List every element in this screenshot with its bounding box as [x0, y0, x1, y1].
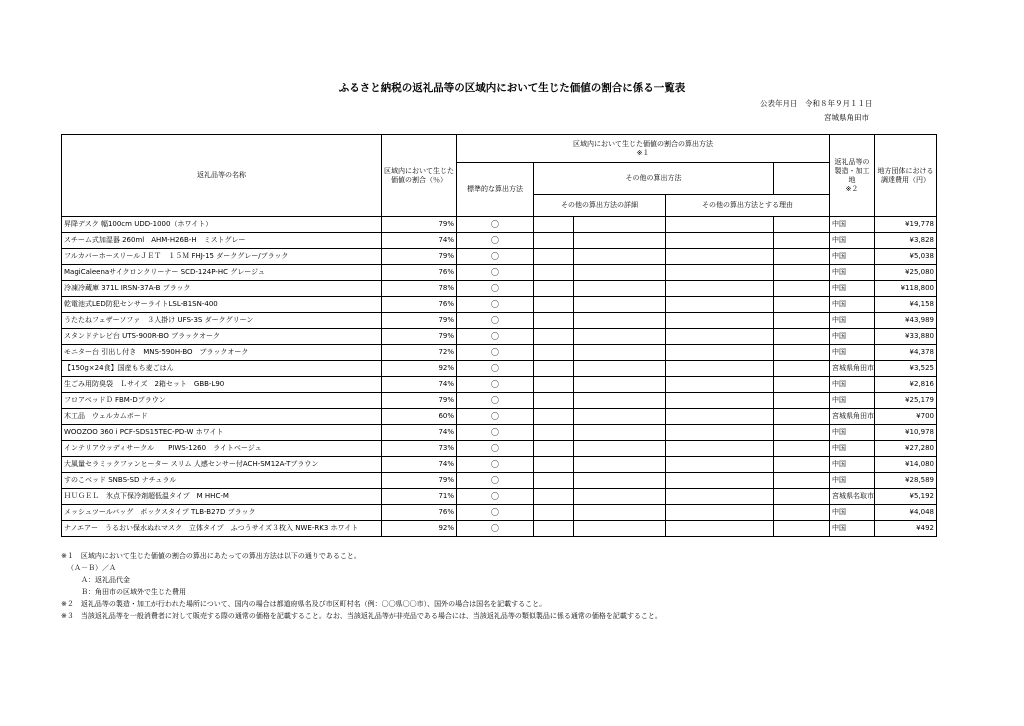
cell-other-detail: [574, 217, 666, 233]
cell-ratio: 76%: [382, 297, 457, 313]
cell-cost: ¥43,989: [875, 313, 937, 329]
cell-cost: ¥19,778: [875, 217, 937, 233]
cell-other-reason: [666, 521, 774, 537]
cell-origin: 中国: [830, 281, 875, 297]
cell-ratio: 74%: [382, 377, 457, 393]
cell-cost: ¥492: [875, 521, 937, 537]
cell-ratio: 79%: [382, 249, 457, 265]
cell-ratio: 72%: [382, 345, 457, 361]
cell-standard-method: 〇: [457, 489, 534, 505]
cell-cost: ¥4,158: [875, 297, 937, 313]
cell-name: すのこベッド SNBS-SD ナチュラル: [62, 473, 382, 489]
cell-other-blank2: [774, 233, 830, 249]
cell-standard-method: 〇: [457, 329, 534, 345]
cell-name: フロアベッドＤ FBM-Dブラウン: [62, 393, 382, 409]
header-method-note: ※１: [636, 148, 650, 157]
cell-other-detail: [574, 345, 666, 361]
cell-other-blank2: [774, 313, 830, 329]
cell-standard-method: 〇: [457, 457, 534, 473]
cell-name: メッシュツールバッグ ボックスタイプ TLB-B27D ブラック: [62, 505, 382, 521]
cell-name: モニター台 引出し付き MNS-590H-BO ブラックオーク: [62, 345, 382, 361]
cell-origin: 中国: [830, 313, 875, 329]
cell-other-reason: [666, 281, 774, 297]
cell-standard-method: 〇: [457, 505, 534, 521]
cell-ratio: 74%: [382, 457, 457, 473]
cell-other-blank: [534, 409, 574, 425]
header-other-reason: その他の算出方法とする理由: [666, 195, 830, 217]
table-row: [62, 361, 937, 377]
table-row: [62, 457, 937, 473]
cell-other-detail: [574, 265, 666, 281]
cell-other-blank: [534, 473, 574, 489]
cell-other-blank2: [774, 441, 830, 457]
cell-origin: 中国: [830, 377, 875, 393]
cell-other-detail: [574, 329, 666, 345]
cell-cost: ¥5,192: [875, 489, 937, 505]
header-standard: 標準的な算出方法: [457, 163, 534, 217]
cell-other-blank: [534, 249, 574, 265]
cell-standard-method: 〇: [457, 233, 534, 249]
publish-date-value: 令和８年９月１１日: [805, 99, 873, 108]
cell-ratio: 92%: [382, 521, 457, 537]
cell-ratio: 79%: [382, 313, 457, 329]
cell-cost: ¥10,978: [875, 425, 937, 441]
cell-name: 木工品 ウェルカムボード: [62, 409, 382, 425]
cell-other-blank2: [774, 505, 830, 521]
cell-other-detail: [574, 457, 666, 473]
header-cost: 地方団体における調達費用（円）: [875, 135, 937, 217]
cell-cost: ¥3,525: [875, 361, 937, 377]
cell-name: インテリアウッディサークル PIWS-1260 ライトベージュ: [62, 441, 382, 457]
cell-standard-method: 〇: [457, 297, 534, 313]
cell-other-blank2: [774, 217, 830, 233]
header-origin-note: ※２: [845, 184, 859, 193]
cell-standard-method: 〇: [457, 345, 534, 361]
cell-other-reason: [666, 329, 774, 345]
cell-origin: 宮城県角田市: [830, 361, 875, 377]
table-row: [62, 409, 937, 425]
header-name: 返礼品等の名称: [62, 135, 382, 217]
cell-name: MagiCaleenaサイクロンクリーナー SCD-124P-HC グレージュ: [62, 265, 382, 281]
cell-other-blank: [534, 505, 574, 521]
header-origin: [830, 135, 875, 217]
cell-other-blank2: [774, 329, 830, 345]
cell-other-reason: [666, 425, 774, 441]
gift-table: [61, 134, 937, 537]
cell-other-detail: [574, 297, 666, 313]
note-formula: （Ａ－Ｂ）／Ａ: [67, 564, 116, 572]
cell-other-blank: [534, 441, 574, 457]
table-row: [62, 217, 937, 233]
cell-standard-method: 〇: [457, 361, 534, 377]
cell-origin: 中国: [830, 345, 875, 361]
cell-other-reason: [666, 489, 774, 505]
cell-other-blank: [534, 329, 574, 345]
cell-name: 【150g×24食】国産もち麦ごはん: [62, 361, 382, 377]
cell-name: スチーム式加湿器 260ml AHM-H26B-H ミストグレー: [62, 233, 382, 249]
cell-name: 乾電池式LED防犯センサーライトLSL-B1SN-400: [62, 297, 382, 313]
table-row: [62, 265, 937, 281]
municipality: 宮城県角田市: [824, 113, 869, 122]
table-row: [62, 233, 937, 249]
cell-standard-method: 〇: [457, 281, 534, 297]
cell-standard-method: 〇: [457, 521, 534, 537]
cell-other-detail: [574, 441, 666, 457]
cell-other-reason: [666, 313, 774, 329]
table-row: [62, 425, 937, 441]
cell-origin: 中国: [830, 505, 875, 521]
cell-origin: 中国: [830, 217, 875, 233]
note-2: ※２ 返礼品等の製造・加工が行われた場所について、国内の場合は都道府県名及び市区町村名（例：〇〇県〇〇市）、国外の場合は国名を記載すること。: [61, 600, 547, 608]
footnotes: [61, 550, 662, 622]
cell-other-detail: [574, 281, 666, 297]
cell-other-detail: [574, 489, 666, 505]
header-ratio: 区域内において生じた価値の割合（％）: [382, 135, 457, 217]
cell-origin: 中国: [830, 297, 875, 313]
cell-other-reason: [666, 377, 774, 393]
cell-other-blank2: [774, 521, 830, 537]
cell-other-reason: [666, 233, 774, 249]
cell-origin: 中国: [830, 473, 875, 489]
cell-other-blank: [534, 425, 574, 441]
cell-name: WOOZOO 360 i PCF-SDS15TEC-PD-W ホワイト: [62, 425, 382, 441]
publish-date: [760, 98, 873, 109]
cell-other-detail: [574, 473, 666, 489]
cell-other-blank2: [774, 265, 830, 281]
header-method-group: [457, 135, 830, 163]
cell-other-detail: [574, 233, 666, 249]
cell-name: フルカバーホースリールＪＥＴ １５Ｍ FHJ-15 ダークグレー/ブラック: [62, 249, 382, 265]
cell-cost: ¥5,038: [875, 249, 937, 265]
cell-other-reason: [666, 345, 774, 361]
cell-standard-method: 〇: [457, 249, 534, 265]
cell-name: 大風量セラミックファンヒーター スリム 人感センサー付ACH-SM12A-Tブラウン: [62, 457, 382, 473]
cell-ratio: 73%: [382, 441, 457, 457]
cell-other-blank2: [774, 361, 830, 377]
cell-other-detail: [574, 361, 666, 377]
cell-other-reason: [666, 457, 774, 473]
cell-origin: 中国: [830, 249, 875, 265]
cell-standard-method: 〇: [457, 377, 534, 393]
cell-name: 生ごみ用防臭袋 Ｌサイズ 2箱セット GBB-L90: [62, 377, 382, 393]
cell-standard-method: 〇: [457, 473, 534, 489]
cell-origin: 中国: [830, 441, 875, 457]
cell-other-blank: [534, 313, 574, 329]
cell-other-detail: [574, 249, 666, 265]
cell-ratio: 74%: [382, 233, 457, 249]
cell-other-blank2: [774, 249, 830, 265]
cell-ratio: 78%: [382, 281, 457, 297]
note-1: ※１ 区域内において生じた価値の割合の算出にあたっての算出方法は以下の通りであること。: [61, 552, 361, 560]
cell-other-detail: [574, 505, 666, 521]
cell-cost: ¥4,048: [875, 505, 937, 521]
header-other-detail: その他の算出方法の詳細: [534, 195, 666, 217]
cell-ratio: 79%: [382, 217, 457, 233]
cell-origin: 中国: [830, 265, 875, 281]
cell-other-blank: [534, 361, 574, 377]
cell-other-blank: [534, 345, 574, 361]
cell-ratio: 71%: [382, 489, 457, 505]
cell-name: ＨＵＧＥＬ 氷点下保冷剤超低温タイプ M HHC-M: [62, 489, 382, 505]
table-row: [62, 329, 937, 345]
cell-origin: 宮城県名取市: [830, 489, 875, 505]
cell-other-blank2: [774, 489, 830, 505]
cell-other-detail: [574, 425, 666, 441]
cell-other-blank: [534, 457, 574, 473]
cell-other-blank: [534, 217, 574, 233]
cell-cost: ¥28,589: [875, 473, 937, 489]
table-row: [62, 345, 937, 361]
cell-other-blank2: [774, 425, 830, 441]
cell-other-reason: [666, 409, 774, 425]
cell-standard-method: 〇: [457, 425, 534, 441]
cell-other-blank2: [774, 281, 830, 297]
cell-other-reason: [666, 249, 774, 265]
note-a: Ａ：返礼品代金: [81, 576, 130, 584]
cell-other-blank: [534, 377, 574, 393]
cell-standard-method: 〇: [457, 217, 534, 233]
header-method-group-label: 区域内において生じた価値の割合の算出方法: [573, 139, 713, 148]
table-row: [62, 505, 937, 521]
cell-ratio: 79%: [382, 473, 457, 489]
cell-ratio: 76%: [382, 505, 457, 521]
cell-other-blank2: [774, 473, 830, 489]
cell-standard-method: 〇: [457, 313, 534, 329]
cell-ratio: 79%: [382, 329, 457, 345]
cell-origin: 中国: [830, 393, 875, 409]
cell-cost: ¥4,378: [875, 345, 937, 361]
cell-ratio: 76%: [382, 265, 457, 281]
table-row: [62, 489, 937, 505]
cell-other-blank: [534, 233, 574, 249]
cell-cost: ¥14,080: [875, 457, 937, 473]
cell-origin: 宮城県角田市: [830, 409, 875, 425]
table-row: [62, 473, 937, 489]
cell-other-reason: [666, 265, 774, 281]
table-row: [62, 313, 937, 329]
cell-standard-method: 〇: [457, 441, 534, 457]
cell-ratio: 74%: [382, 425, 457, 441]
cell-origin: 中国: [830, 425, 875, 441]
cell-other-blank: [534, 489, 574, 505]
cell-other-blank: [534, 521, 574, 537]
note-3: ※３ 当該返礼品等を一般消費者に対して販売する際の通常の価格を記載すること。なお、当該返礼品等が非売品である場合には、当該返礼品等の類似製品に係る通常の価格を記載すること。: [61, 612, 662, 620]
cell-other-reason: [666, 393, 774, 409]
cell-other-detail: [574, 393, 666, 409]
cell-origin: 中国: [830, 521, 875, 537]
page-title: ふるさと納税の返礼品等の区域内において生じた価値の割合に係る一覧表: [338, 82, 686, 94]
table-row: [62, 393, 937, 409]
cell-name: 冷凍冷蔵庫 371L IRSN-37A-B ブラック: [62, 281, 382, 297]
cell-name: ナノエアー うるおい保水ぬれマスク 立体タイプ ふつうサイズ３枚入 NWE-RK3 ホワイト: [62, 521, 382, 537]
cell-origin: 中国: [830, 233, 875, 249]
cell-other-blank: [534, 393, 574, 409]
cell-other-detail: [574, 377, 666, 393]
table-row: [62, 249, 937, 265]
cell-other-blank: [534, 265, 574, 281]
cell-other-blank: [534, 297, 574, 313]
table-row: [62, 297, 937, 313]
cell-cost: ¥3,828: [875, 233, 937, 249]
cell-ratio: 60%: [382, 409, 457, 425]
cell-other-reason: [666, 441, 774, 457]
header-other-group: その他の算出方法: [534, 163, 774, 195]
cell-other-reason: [666, 473, 774, 489]
cell-other-detail: [574, 409, 666, 425]
cell-ratio: 79%: [382, 393, 457, 409]
cell-other-blank2: [774, 377, 830, 393]
cell-standard-method: 〇: [457, 409, 534, 425]
cell-other-reason: [666, 505, 774, 521]
cell-other-blank2: [774, 297, 830, 313]
cell-standard-method: 〇: [457, 393, 534, 409]
cell-standard-method: 〇: [457, 265, 534, 281]
cell-cost: ¥700: [875, 409, 937, 425]
cell-name: スタンドテレビ台 UTS-900R-BO ブラックオーク: [62, 329, 382, 345]
cell-name: 昇降デスク 幅100cm UDD-1000（ホワイト）: [62, 217, 382, 233]
cell-ratio: 92%: [382, 361, 457, 377]
cell-other-blank2: [774, 457, 830, 473]
table-body: [62, 217, 937, 537]
cell-other-reason: [666, 361, 774, 377]
cell-other-detail: [574, 313, 666, 329]
note-b: Ｂ：角田市の区域外で生じた費用: [81, 588, 186, 596]
cell-cost: ¥2,816: [875, 377, 937, 393]
cell-other-reason: [666, 297, 774, 313]
table-row: [62, 441, 937, 457]
cell-cost: ¥25,179: [875, 393, 937, 409]
cell-cost: ¥118,800: [875, 281, 937, 297]
cell-cost: ¥27,280: [875, 441, 937, 457]
table-row: [62, 377, 937, 393]
publish-date-label: 公表年月日: [760, 99, 798, 108]
cell-name: うたたねフェザーソファ ３人掛け UFS-3S ダークグリーン: [62, 313, 382, 329]
cell-other-blank2: [774, 393, 830, 409]
cell-other-reason: [666, 217, 774, 233]
header-origin-label: 返礼品等の製造・加工地: [834, 157, 870, 184]
table-row: [62, 281, 937, 297]
cell-other-blank2: [774, 409, 830, 425]
cell-origin: 中国: [830, 329, 875, 345]
cell-other-blank: [534, 281, 574, 297]
cell-cost: ¥25,080: [875, 265, 937, 281]
cell-other-detail: [574, 521, 666, 537]
cell-cost: ¥33,880: [875, 329, 937, 345]
cell-other-blank2: [774, 345, 830, 361]
table-row: [62, 521, 937, 537]
cell-origin: 中国: [830, 457, 875, 473]
